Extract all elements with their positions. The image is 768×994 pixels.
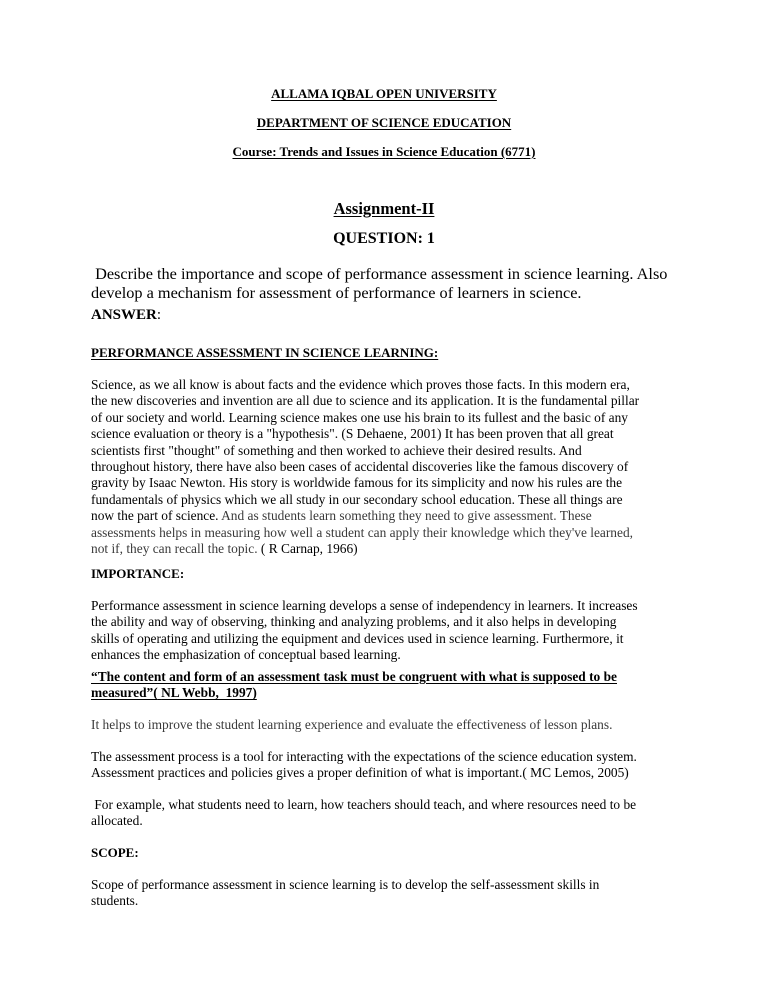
answer-label	[91, 306, 161, 324]
course-title: Course: Trends and Issues in Science Education (6771)	[232, 144, 536, 159]
paragraph-line	[91, 541, 691, 557]
paragraph-line: scientists first "thought" of something and then worked to achieve their desired results. And	[91, 442, 582, 458]
paragraph-line: gravity by Isaac Newton. His story is worldwide famous for its simplicity and now his rules are the	[91, 475, 623, 491]
performance-paragraph	[91, 377, 691, 557]
citation: ( R Carnap, 1966)	[257, 541, 358, 557]
quote-end: measured”(	[91, 685, 158, 701]
quote-line: “The content and form of an assessment task must be congruent with what is supposed to be	[91, 669, 617, 684]
question-label: QUESTION: 1	[333, 230, 435, 247]
assignment-title: Assignment-II	[333, 199, 435, 218]
paragraph-line: The assessment process is a tool for interacting with the expectations of the science education system.	[91, 749, 637, 764]
paragraph-line	[91, 508, 691, 524]
assessment-process-paragraph	[91, 749, 691, 782]
webb-quote	[91, 669, 691, 702]
question-text	[91, 264, 731, 302]
paragraph-line: It helps to improve the student learning experience and evaluate the effectiveness of lesson plans.	[91, 717, 613, 732]
paragraph-line: Assessment practices and policies gives a proper definition of what is important.( MC Lemos, 2005)	[91, 765, 629, 781]
line-segment-gray: And as students learn something they need to give assessment. These	[221, 508, 592, 524]
paragraph-line: science evaluation or theory is a "hypothesis". (S Dehaene, 2001) It has been proven that all great	[91, 426, 614, 442]
answer-label-text: ANSWER	[91, 307, 157, 323]
paragraph-line: For example, what students need to learn, how teachers should teach, and where resources need to be	[91, 797, 637, 812]
question-line: develop a mechanism for assessment of performance of learners in science.	[91, 283, 582, 302]
line-segment: now the part of science.	[91, 508, 222, 524]
department-name: DEPARTMENT OF SCIENCE EDUCATION	[256, 115, 512, 130]
paragraph-line: students.	[91, 893, 139, 909]
importance-paragraph	[91, 598, 691, 664]
question-line: Describe the importance and scope of performance assessment in science learning. Also	[91, 264, 668, 283]
section-heading-importance: IMPORTANCE:	[91, 566, 185, 581]
section-heading-performance: PERFORMANCE ASSESSMENT IN SCIENCE LEARNING:	[91, 345, 439, 360]
university-name: ALLAMA IQBAL OPEN UNIVERSITY	[271, 86, 497, 101]
quote-citation: NL Webb, 1997)	[161, 685, 257, 701]
paragraph-line: throughout history, there have also been cases of accidental discoveries like the famous discovery of	[91, 459, 629, 475]
paragraph-line: allocated.	[91, 813, 143, 829]
paragraph-line: enhances the emphasization of conceptual based learning.	[91, 647, 401, 663]
paragraph-line: Science, as we all know is about facts and the evidence which proves those facts. In this modern era,	[91, 377, 630, 392]
paragraph-line: Performance assessment in science learning develops a sense of independency in learners. It increases	[91, 598, 638, 613]
paragraph-line: assessments helps in measuring how well a student can apply their knowledge which they've learned,	[91, 524, 633, 540]
quote-line	[91, 685, 691, 701]
paragraph-line: skills of operating and utilizing the equipment and devices used in science learning. Furthermore, it	[91, 630, 624, 646]
paragraph-line: the new discoveries and invention are all due to science and its application. It is the fundamental pillar	[91, 393, 640, 409]
paragraph-line: Scope of performance assessment in science learning is to develop the self-assessment skills in	[91, 877, 600, 892]
scope-paragraph	[91, 877, 691, 910]
line-segment-gray: not if, they can recall the topic.	[91, 541, 258, 557]
paragraph-line: fundamentals of physics which we all study in our secondary school education. These all things are	[91, 491, 623, 507]
section-heading-scope: SCOPE:	[91, 845, 139, 860]
paragraph-line: of our society and world. Learning science makes one use his brain to its fullest and the basic of any	[91, 409, 628, 425]
example-paragraph	[91, 797, 691, 830]
answer-colon: :	[156, 307, 162, 323]
lesson-plans-paragraph	[91, 717, 691, 733]
paragraph-line: the ability and way of observing, thinking and analyzing problems, and it also helps in developing	[91, 614, 617, 630]
